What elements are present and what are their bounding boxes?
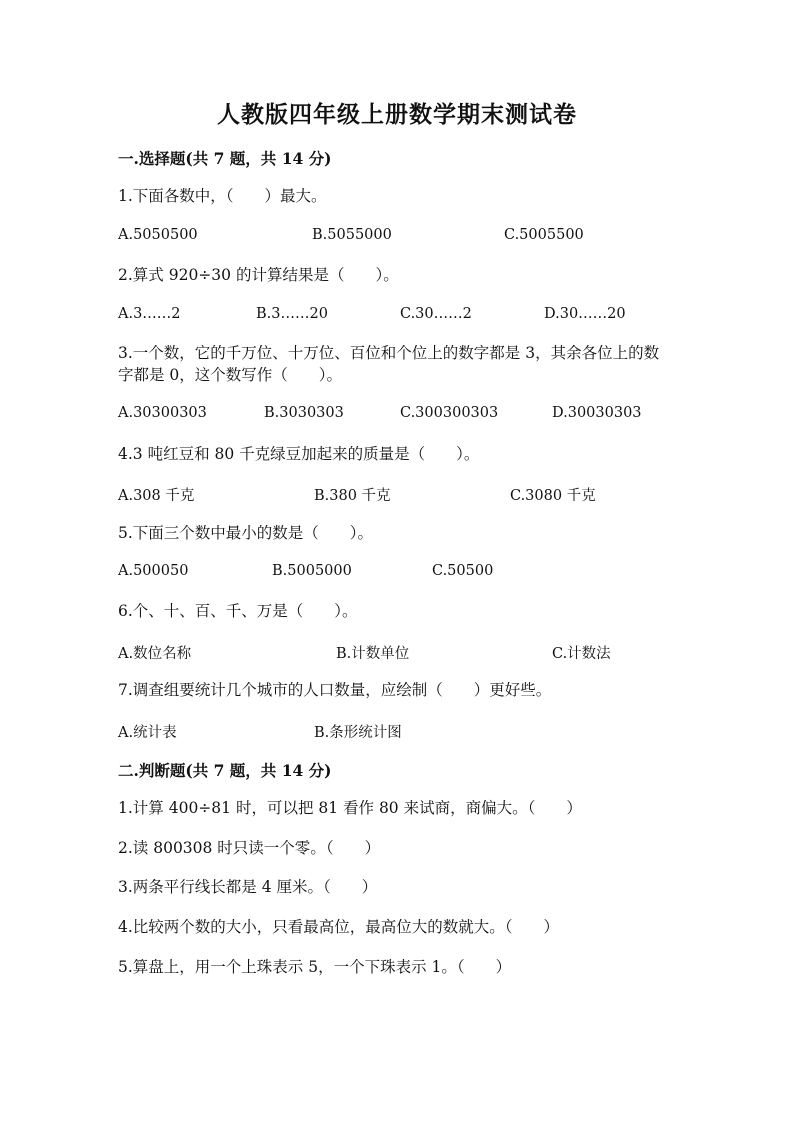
q3-option-d: D.30030303 — [552, 405, 642, 421]
q3-option-c: C.300300303 — [400, 405, 499, 421]
question-4: 4.3 吨红豆和 80 千克绿豆加起来的质量是（ ）。 — [118, 445, 480, 463]
q2-option-d: D.30……20 — [544, 306, 626, 322]
question-3: 3.一个数，它的千万位、十万位、百位和个位上的数字都是 3，其余各位上的数字都是 0，这个数写作（ ）。 — [118, 344, 660, 384]
q2-option-c: C.30……2 — [400, 306, 472, 322]
q4-option-b: B.380 千克 — [314, 488, 391, 504]
section-header-judgment: 二.判断题(共 7 题，共 14 分) — [118, 761, 332, 780]
q4-option-a: A.308 千克 — [118, 488, 195, 504]
q3-option-b: B.3030303 — [264, 405, 344, 421]
judgment-question-3: 3.两条平行线长都是 4 厘米。（ ） — [118, 878, 378, 896]
question-5: 5.下面三个数中最小的数是（ ）。 — [118, 524, 374, 542]
section-header-choice: 一.选择题(共 7 题，共 14 分) — [118, 149, 332, 168]
question-7: 7.调查组要统计几个城市的人口数量，应绘制（ ）更好些。 — [118, 681, 552, 699]
q3-option-a: A.30300303 — [118, 405, 207, 421]
q5-option-c: C.50500 — [432, 563, 494, 579]
q1-option-c: C.5005500 — [504, 227, 584, 243]
q1-option-a: A.5050500 — [118, 227, 198, 243]
q7-option-b: B.条形统计图 — [314, 725, 402, 741]
page-title: 人教版四年级上册数学期末测试卷 — [217, 101, 577, 128]
q6-option-b: B.计数单位 — [336, 646, 410, 662]
judgment-question-5: 5.算盘上，用一个上珠表示 5，一个下珠表示 1。（ ） — [118, 958, 512, 976]
q1-option-b: B.5055000 — [312, 227, 392, 243]
judgment-question-4: 4.比较两个数的大小，只看最高位，最高位大的数就大。（ ） — [118, 918, 560, 936]
q6-option-c: C.计数法 — [552, 646, 611, 662]
q5-option-b: B.5005000 — [272, 563, 352, 579]
q5-option-a: A.500050 — [118, 563, 189, 579]
judgment-question-2: 2.读 800308 时只读一个零。（ ） — [118, 839, 381, 857]
question-1: 1.下面各数中，（ ）最大。 — [118, 187, 327, 205]
question-2: 2.算式 920÷30 的计算结果是（ ）。 — [118, 266, 399, 284]
q4-option-c: C.3080 千克 — [510, 488, 596, 504]
judgment-question-1: 1.计算 400÷81 时，可以把 81 看作 80 来试商，商偏大。（ ） — [118, 799, 582, 817]
q2-option-a: A.3……2 — [118, 306, 181, 322]
q7-option-a: A.统计表 — [118, 725, 177, 741]
q6-option-a: A.数位名称 — [118, 646, 192, 662]
q2-option-b: B.3……20 — [256, 306, 328, 322]
question-6: 6.个、十、百、千、万是（ ）。 — [118, 602, 358, 620]
